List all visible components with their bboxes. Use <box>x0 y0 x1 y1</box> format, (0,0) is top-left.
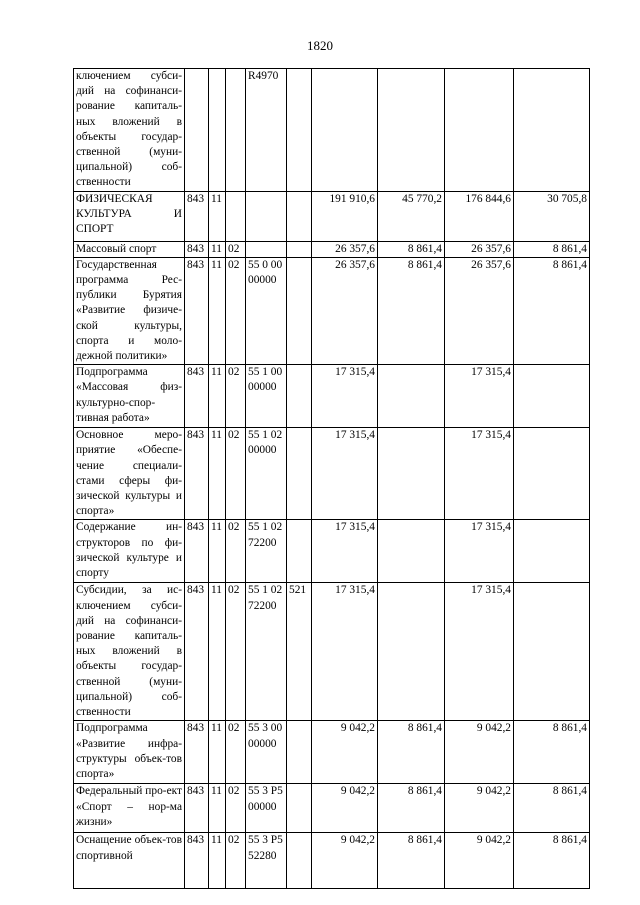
expense-type-code <box>287 784 312 833</box>
amount-1: 17 315,4 <box>312 520 378 583</box>
amount-3: 26 357,6 <box>445 257 514 364</box>
row-name: Подпрограмма «Развитие инфра-структуры объек-тов спорта» <box>74 721 185 784</box>
expense-type-code <box>287 191 312 241</box>
subsection-code <box>226 69 246 192</box>
target-article-code <box>246 191 287 241</box>
ministry-code: 843 <box>185 428 209 520</box>
amount-2 <box>378 69 445 192</box>
target-article-code <box>246 241 287 257</box>
expense-type-code <box>287 520 312 583</box>
target-article-code: 55 3 P5 00000 <box>246 784 287 833</box>
row-name: Государственная программа Рес-публики Бурятия «Развитие физиче-ской культуры, спорта и моло-дежной политики» <box>74 257 185 364</box>
expense-type-code <box>287 69 312 192</box>
section-code: 11 <box>209 365 226 428</box>
amount-2: 8 861,4 <box>378 784 445 833</box>
section-code: 11 <box>209 257 226 364</box>
amount-2: 8 861,4 <box>378 241 445 257</box>
section-code: 11 <box>209 721 226 784</box>
amount-4: 8 861,4 <box>514 833 590 889</box>
section-code: 11 <box>209 520 226 583</box>
section-code: 11 <box>209 583 226 721</box>
ministry-code: 843 <box>185 721 209 784</box>
subsection-code: 02 <box>226 833 246 889</box>
section-code: 11 <box>209 784 226 833</box>
ministry-code: 843 <box>185 365 209 428</box>
amount-3: 9 042,2 <box>445 833 514 889</box>
target-article-code: 55 3 P5 52280 <box>246 833 287 889</box>
target-article-code: 55 3 00 00000 <box>246 721 287 784</box>
expense-type-code <box>287 833 312 889</box>
subsection-code: 02 <box>226 721 246 784</box>
table-row <box>74 241 590 257</box>
budget-table <box>73 68 590 889</box>
amount-2 <box>378 520 445 583</box>
amount-3: 17 315,4 <box>445 583 514 721</box>
ministry-code: 843 <box>185 520 209 583</box>
amount-4: 30 705,8 <box>514 191 590 241</box>
target-article-code: 55 1 02 00000 <box>246 428 287 520</box>
amount-1: 9 042,2 <box>312 721 378 784</box>
amount-3: 9 042,2 <box>445 784 514 833</box>
amount-4 <box>514 69 590 192</box>
amount-4 <box>514 583 590 721</box>
table-row <box>74 191 590 241</box>
amount-4: 8 861,4 <box>514 784 590 833</box>
expense-type-code <box>287 241 312 257</box>
subsection-code: 02 <box>226 784 246 833</box>
amount-2 <box>378 428 445 520</box>
table-row <box>74 69 590 192</box>
expense-type-code <box>287 428 312 520</box>
ministry-code: 843 <box>185 784 209 833</box>
amount-2: 8 861,4 <box>378 721 445 784</box>
amount-1: 17 315,4 <box>312 365 378 428</box>
amount-4: 8 861,4 <box>514 241 590 257</box>
amount-2 <box>378 365 445 428</box>
subsection-code: 02 <box>226 257 246 364</box>
table-row <box>74 583 590 721</box>
row-name: Федеральный про-ект «Спорт – нор-ма жизни» <box>74 784 185 833</box>
amount-1: 9 042,2 <box>312 833 378 889</box>
table-row <box>74 428 590 520</box>
ministry-code: 843 <box>185 241 209 257</box>
row-name: Подпрограмма «Массовая физ-культурно-спор-тивная работа» <box>74 365 185 428</box>
table-row <box>74 833 590 889</box>
amount-1: 191 910,6 <box>312 191 378 241</box>
amount-4: 8 861,4 <box>514 257 590 364</box>
row-name: Содержание ин-структоров по фи-зической культуре и спорту <box>74 520 185 583</box>
amount-3: 17 315,4 <box>445 365 514 428</box>
target-article-code: 55 1 00 00000 <box>246 365 287 428</box>
section-code: 11 <box>209 191 226 241</box>
section-code: 11 <box>209 833 226 889</box>
amount-1 <box>312 69 378 192</box>
section-code: 11 <box>209 241 226 257</box>
amount-3: 176 844,6 <box>445 191 514 241</box>
ministry-code: 843 <box>185 583 209 721</box>
row-name: Субсидии, за ис-ключением субси-дий на софинанси-рование капиталь-ных вложений в объекты государ-ственной (муни-ципальной) соб-ственности <box>74 583 185 721</box>
row-name: ключением субси-дий на софинанси-рование капиталь-ных вложений в объекты государ-ственной (муни-ципальной) соб-ственности <box>74 69 185 192</box>
amount-4 <box>514 520 590 583</box>
subsection-code <box>226 191 246 241</box>
amount-3: 17 315,4 <box>445 428 514 520</box>
table-row <box>74 257 590 364</box>
section-code: 11 <box>209 428 226 520</box>
expense-type-code <box>287 721 312 784</box>
amount-1: 9 042,2 <box>312 784 378 833</box>
expense-type-code <box>287 257 312 364</box>
ministry-code: 843 <box>185 833 209 889</box>
row-name: Массовый спорт <box>74 241 185 257</box>
row-name: ФИЗИЧЕСКАЯ КУЛЬТУРА И СПОРТ <box>74 191 185 241</box>
subsection-code: 02 <box>226 365 246 428</box>
subsection-code: 02 <box>226 241 246 257</box>
target-article-code: 55 0 00 00000 <box>246 257 287 364</box>
amount-2: 45 770,2 <box>378 191 445 241</box>
section-code <box>209 69 226 192</box>
page-number: 1820 <box>307 38 333 53</box>
subsection-code: 02 <box>226 428 246 520</box>
target-article-code: 55 1 02 72200 <box>246 520 287 583</box>
row-name: Основное меро-приятие «Обеспе-чение специали-стами сферы фи-зической культуры и спорта» <box>74 428 185 520</box>
table-row <box>74 365 590 428</box>
row-name: Оснащение объек-тов спортивной <box>74 833 185 889</box>
amount-3: 26 357,6 <box>445 241 514 257</box>
amount-1: 26 357,6 <box>312 241 378 257</box>
amount-4: 8 861,4 <box>514 721 590 784</box>
expense-type-code: 521 <box>287 583 312 721</box>
amount-4 <box>514 428 590 520</box>
ministry-code: 843 <box>185 257 209 364</box>
ministry-code <box>185 69 209 192</box>
subsection-code: 02 <box>226 583 246 721</box>
amount-2: 8 861,4 <box>378 257 445 364</box>
target-article-code: 55 1 02 72200 <box>246 583 287 721</box>
subsection-code: 02 <box>226 520 246 583</box>
ministry-code: 843 <box>185 191 209 241</box>
amount-1: 26 357,6 <box>312 257 378 364</box>
table-row <box>74 784 590 833</box>
amount-2 <box>378 583 445 721</box>
amount-3: 9 042,2 <box>445 721 514 784</box>
amount-1: 17 315,4 <box>312 428 378 520</box>
amount-3: 17 315,4 <box>445 520 514 583</box>
expense-type-code <box>287 365 312 428</box>
amount-2: 8 861,4 <box>378 833 445 889</box>
amount-3 <box>445 69 514 192</box>
target-article-code: R4970 <box>246 69 287 192</box>
amount-4 <box>514 365 590 428</box>
amount-1: 17 315,4 <box>312 583 378 721</box>
table-row <box>74 520 590 583</box>
table-row <box>74 721 590 784</box>
